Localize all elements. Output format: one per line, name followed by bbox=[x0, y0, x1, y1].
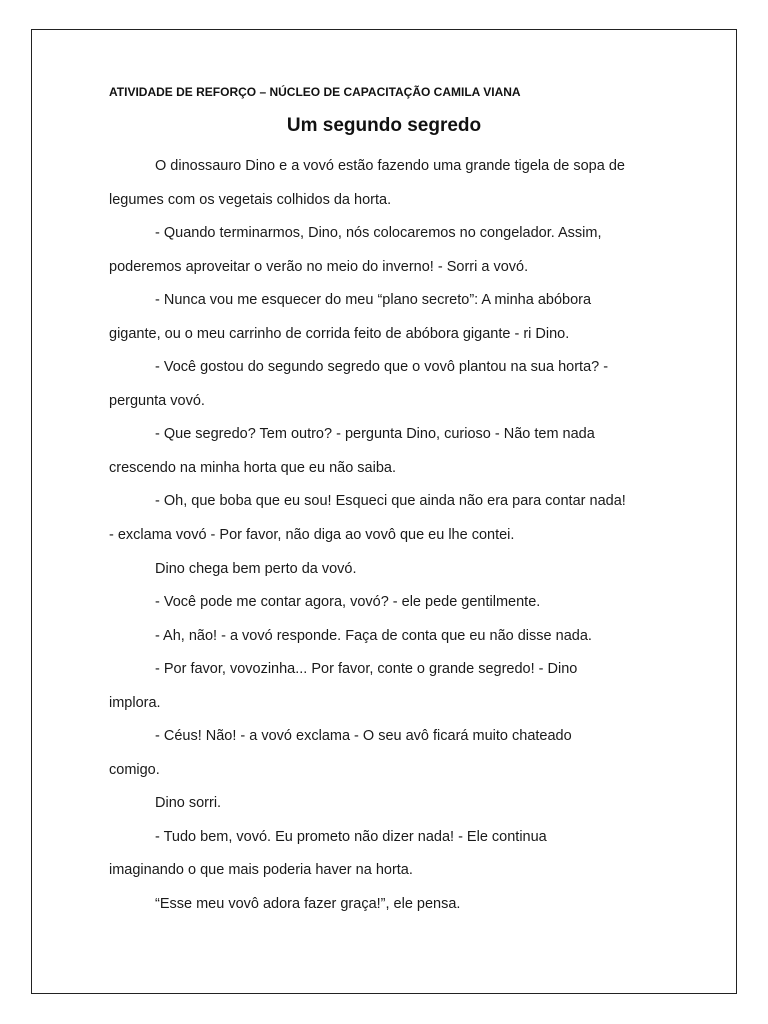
paragraph bbox=[109, 821, 669, 888]
text-line: - Você gostou do segundo segredo que o vovô plantou na sua horta? - bbox=[155, 359, 609, 376]
text-line: - Quando terminarmos, Dino, nós colocaremos no congelador. Assim, bbox=[155, 225, 602, 242]
paragraph bbox=[109, 351, 669, 418]
text-line: - Tudo bem, vovó. Eu prometo não dizer nada! - Ele continua bbox=[155, 828, 547, 845]
paragraph bbox=[109, 485, 669, 552]
story-body bbox=[109, 150, 669, 922]
paragraph bbox=[109, 653, 669, 720]
text-line: implora. bbox=[109, 694, 161, 711]
paragraph bbox=[109, 787, 669, 821]
text-line: - Nunca vou me esquecer do meu “plano secreto”: A minha abóbora bbox=[155, 292, 592, 309]
paragraph bbox=[109, 217, 669, 284]
document-title: Um segundo segredo bbox=[286, 115, 482, 136]
text-line: Dino sorri. bbox=[155, 795, 222, 812]
text-line: “Esse meu vovô adora fazer graça!”, ele pensa. bbox=[155, 896, 461, 913]
text-line: - exclama vovó - Por favor, não diga ao vovô que eu lhe contei. bbox=[109, 527, 515, 544]
document-header: ATIVIDADE DE REFORÇO – NÚCLEO DE CAPACITAÇÃO CAMILA VIANA bbox=[109, 85, 521, 99]
text-line: crescendo na minha horta que eu não saiba. bbox=[109, 459, 396, 476]
paragraph bbox=[109, 418, 669, 485]
paragraph bbox=[109, 888, 669, 922]
text-line: - Oh, que boba que eu sou! Esqueci que ainda não era para contar nada! bbox=[155, 493, 626, 510]
text-line: poderemos aproveitar o verão no meio do inverno! - Sorri a vovó. bbox=[109, 258, 529, 275]
paragraph bbox=[109, 620, 669, 654]
text-line: imaginando o que mais poderia haver na horta. bbox=[109, 862, 413, 879]
text-line: comigo. bbox=[109, 761, 160, 778]
paragraph bbox=[109, 586, 669, 620]
text-line: Dino chega bem perto da vovó. bbox=[155, 560, 357, 577]
paragraph bbox=[109, 720, 669, 787]
text-line: O dinossauro Dino e a vovó estão fazendo uma grande tigela de sopa de bbox=[155, 158, 625, 174]
paragraph bbox=[109, 284, 669, 351]
text-line: - Ah, não! - a vovó responde. Faça de conta que eu não disse nada. bbox=[155, 627, 592, 644]
text-line: legumes com os vegetais colhidos da horta. bbox=[109, 191, 392, 208]
text-line: gigante, ou o meu carrinho de corrida feito de abóbora gigante - ri Dino. bbox=[109, 325, 570, 342]
text-line: - Por favor, vovozinha... Por favor, conte o grande segredo! - Dino bbox=[155, 661, 578, 678]
text-line: - Que segredo? Tem outro? - pergunta Dino, curioso - Não tem nada bbox=[155, 426, 595, 443]
text-line: - Você pode me contar agora, vovó? - ele pede gentilmente. bbox=[155, 594, 541, 611]
paragraph bbox=[109, 553, 669, 587]
paragraph bbox=[109, 150, 669, 217]
text-line: - Céus! Não! - a vovó exclama - O seu avô ficará muito chateado bbox=[155, 728, 572, 745]
text-line: pergunta vovó. bbox=[109, 392, 205, 409]
